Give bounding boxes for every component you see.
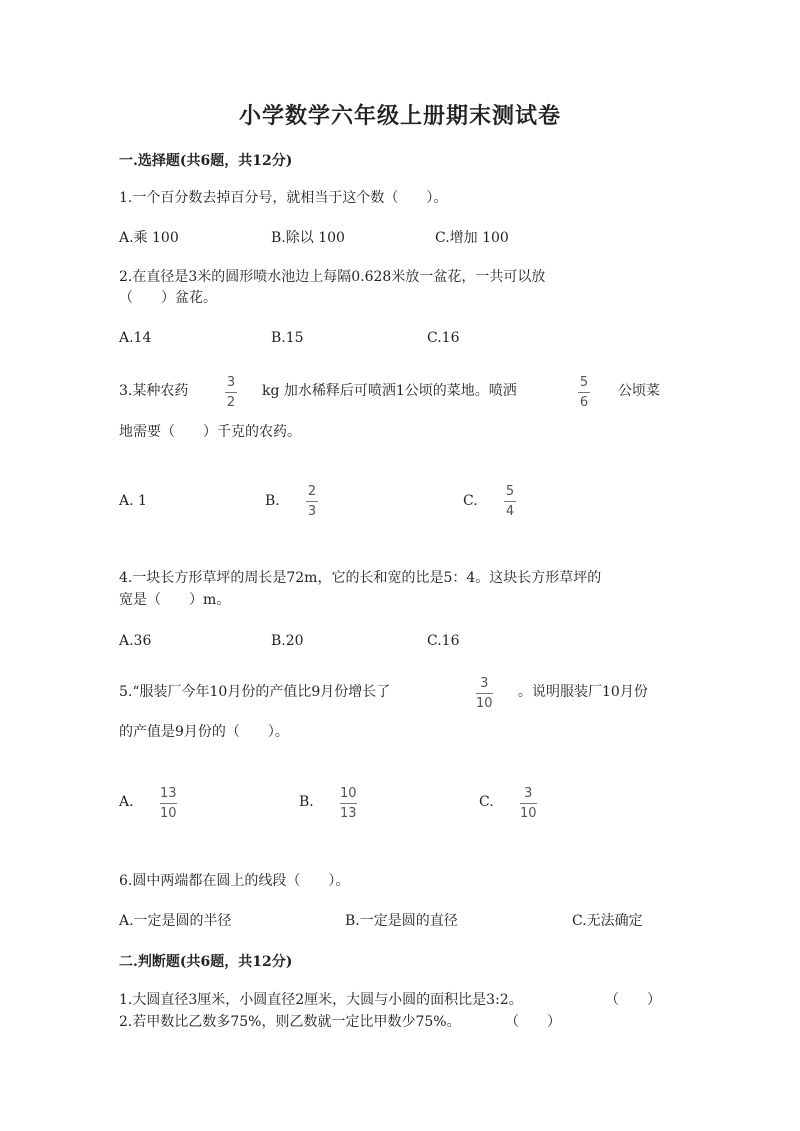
fraction-denominator: 10 xyxy=(160,806,177,821)
question-5-text-part1: 5.“服装厂今年10月份的产值比9月份增长了 xyxy=(119,684,391,700)
question-6-option-b[interactable]: B.一定是圆的直径 xyxy=(345,913,458,929)
question-1-option-c[interactable]: C.增加 100 xyxy=(435,230,509,246)
judgment-2-text: 2.若甲数比乙数多75%，则乙数就一定比甲数少75%。 xyxy=(119,1014,461,1030)
question-2-option-a[interactable]: A.14 xyxy=(119,330,152,346)
question-2-option-c[interactable]: C.16 xyxy=(427,330,460,346)
fraction-numerator: 2 xyxy=(307,484,317,499)
question-4-option-c[interactable]: C.16 xyxy=(427,633,460,649)
judgment-1-answer-blank[interactable]: （ ） xyxy=(605,992,661,1008)
question-5-text-line2: 的产值是9月份的（ ）。 xyxy=(119,724,289,740)
question-5-option-c[interactable]: C. xyxy=(479,794,494,810)
fraction-bar xyxy=(225,392,237,393)
fraction-denominator: 4 xyxy=(505,504,515,519)
fraction-denominator: 10 xyxy=(520,806,537,821)
fraction-numerator: 10 xyxy=(340,786,357,801)
question-1-text: 1.一个百分数去掉百分号，就相当于这个数（ ）。 xyxy=(119,190,448,206)
question-2-option-b[interactable]: B.15 xyxy=(271,330,304,346)
question-3-text-line2: 地需要（ ）千克的农药。 xyxy=(119,424,301,440)
question-4-text-line1: 4.一块长方形草坪的周长是72m，它的长和宽的比是5：4。这块长方形草坪的 xyxy=(119,570,602,586)
question-4-option-a[interactable]: A.36 xyxy=(119,633,152,649)
question-5-option-a[interactable]: A. xyxy=(119,794,134,810)
fraction-numerator: 3 xyxy=(226,375,236,390)
fraction-bar xyxy=(476,693,493,694)
judgment-1-text: 1.大圆直径3厘米，小圆直径2厘米，大圆与小圆的面积比是3:2。 xyxy=(119,992,523,1008)
question-3-text-part3: 公顷菜 xyxy=(618,383,660,399)
question-5-text-part2: 。说明服装厂10月份 xyxy=(518,684,648,700)
page-title: 小学数学六年级上册期末测试卷 xyxy=(238,103,561,129)
question-3-option-a[interactable]: A. 1 xyxy=(119,493,147,509)
fraction-denominator: 2 xyxy=(226,395,236,410)
question-3-option-c-fraction[interactable] xyxy=(504,484,516,519)
fraction-bar xyxy=(578,392,590,393)
fraction-denominator: 3 xyxy=(307,504,317,519)
fraction-denominator: 6 xyxy=(579,395,589,410)
question-2-text-line2: （ ）盆花。 xyxy=(119,290,217,306)
fraction-bar xyxy=(340,803,357,804)
question-3-fraction-2 xyxy=(578,375,590,410)
fraction-bar xyxy=(504,501,516,502)
question-5-fraction xyxy=(476,676,493,711)
fraction-bar xyxy=(160,803,177,804)
judgment-2-answer-blank[interactable]: （ ） xyxy=(505,1014,561,1030)
question-5-option-b[interactable]: B. xyxy=(299,794,314,810)
fraction-numerator: 13 xyxy=(160,786,177,801)
fraction-denominator: 13 xyxy=(340,806,357,821)
fraction-numerator: 3 xyxy=(480,676,489,691)
question-2-text-line1: 2.在直径是3米的圆形喷水池边上每隔0.628米放一盆花，一共可以放 xyxy=(119,269,546,285)
fraction-denominator: 10 xyxy=(476,696,493,711)
question-6-option-c[interactable]: C.无法确定 xyxy=(572,913,643,929)
question-5-option-b-fraction[interactable] xyxy=(340,786,357,821)
question-6-text: 6.圆中两端都在圆上的线段（ ）。 xyxy=(119,873,350,889)
question-4-option-b[interactable]: B.20 xyxy=(271,633,304,649)
question-6-option-a[interactable]: A.一定是圆的半径 xyxy=(119,913,232,929)
question-3-option-b[interactable]: B. xyxy=(265,493,280,509)
question-3-option-b-fraction[interactable] xyxy=(306,484,318,519)
question-3-text-part1: 3.某种农药 xyxy=(119,383,189,399)
fraction-numerator: 5 xyxy=(579,375,589,390)
fraction-bar xyxy=(520,803,537,804)
fraction-bar xyxy=(306,501,318,502)
fraction-numerator: 5 xyxy=(505,484,515,499)
question-3-fraction-1 xyxy=(225,375,237,410)
question-4-text-line2: 宽是（ ）m。 xyxy=(119,592,231,608)
question-3-text-part2: kg 加水稀释后可喷洒1公顷的菜地。喷洒 xyxy=(262,383,517,399)
section-heading-judgment: 二.判断题(共6题，共12分) xyxy=(119,954,293,970)
question-1-option-b[interactable]: B.除以 100 xyxy=(271,230,345,246)
question-1-option-a[interactable]: A.乘 100 xyxy=(119,230,179,246)
question-5-option-c-fraction[interactable] xyxy=(520,786,537,821)
question-3-option-c[interactable]: C. xyxy=(463,493,478,509)
fraction-numerator: 3 xyxy=(524,786,533,801)
section-heading-choice: 一.选择题(共6题，共12分) xyxy=(119,153,293,169)
question-5-option-a-fraction[interactable] xyxy=(160,786,177,821)
